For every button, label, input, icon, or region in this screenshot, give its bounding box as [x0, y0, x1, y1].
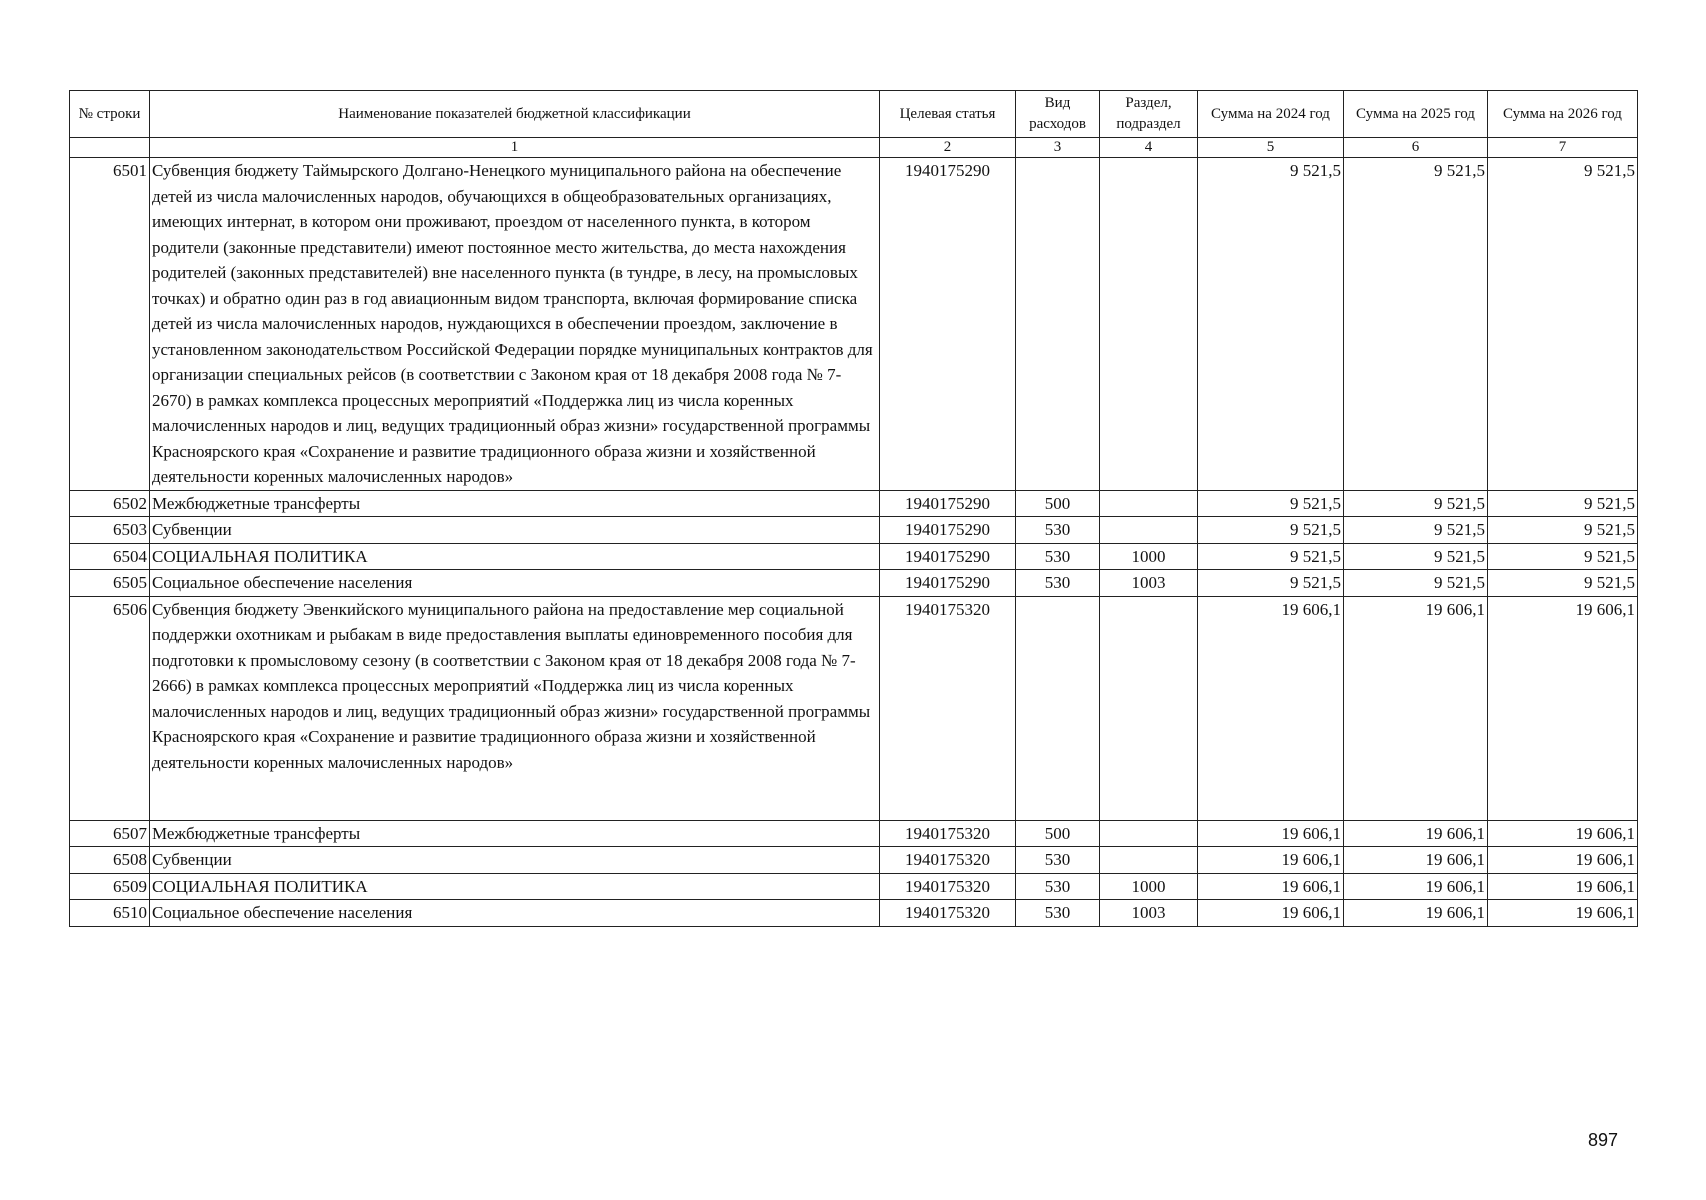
row-expense-type: 530 — [1016, 570, 1100, 597]
row-expense-type: 500 — [1016, 820, 1100, 847]
row-sum-2024: 19 606,1 — [1198, 873, 1344, 900]
row-name: Межбюджетные трансферты — [150, 490, 880, 517]
row-name: Субвенции — [150, 517, 880, 544]
row-sum-2024: 9 521,5 — [1198, 517, 1344, 544]
row-sum-2026: 9 521,5 — [1488, 570, 1638, 597]
row-section: 1000 — [1100, 543, 1198, 570]
row-number: 6510 — [70, 900, 150, 927]
row-expense-type: 530 — [1016, 517, 1100, 544]
row-number: 6506 — [70, 596, 150, 820]
row-sum-2025: 9 521,5 — [1344, 490, 1488, 517]
row-sum-2026: 19 606,1 — [1488, 900, 1638, 927]
row-sum-2026: 9 521,5 — [1488, 158, 1638, 491]
row-number: 6502 — [70, 490, 150, 517]
row-target: 1940175320 — [880, 900, 1016, 927]
column-number: 7 — [1488, 138, 1638, 158]
column-number: 2 — [880, 138, 1016, 158]
row-target: 1940175290 — [880, 158, 1016, 491]
table-row — [70, 847, 1638, 874]
row-expense-type: 530 — [1016, 847, 1100, 874]
header-row-no: № строки — [70, 91, 150, 138]
row-sum-2026: 19 606,1 — [1488, 847, 1638, 874]
header-sum-2026: Сумма на 2026 год — [1488, 91, 1638, 138]
row-sum-2026: 9 521,5 — [1488, 517, 1638, 544]
row-target: 1940175290 — [880, 570, 1016, 597]
column-number: 1 — [150, 138, 880, 158]
row-sum-2026: 19 606,1 — [1488, 820, 1638, 847]
row-sum-2024: 19 606,1 — [1198, 900, 1344, 927]
header-sum-2024: Сумма на 2024 год — [1198, 91, 1344, 138]
row-expense-type — [1016, 596, 1100, 820]
row-section — [1100, 158, 1198, 491]
row-number: 6501 — [70, 158, 150, 491]
column-number — [70, 138, 150, 158]
header-target: Целевая статья — [880, 91, 1016, 138]
row-name: Субвенция бюджету Эвенкийского муниципального района на предоставление мер социальной поддержки охотникам и рыбакам в виде предоставления выплаты единовременного пособия для подготовки к промысловому сезону (в соответствии с Законом края от 18 декабря 2008 года № 7-2666) в рамках комплекса процессных мероприятий «Поддержка лиц из числа коренных малочисленных народов и лиц, ведущих традиционный образ жизни» государственной программы Красноярского края «Сохранение и развитие традиционного образа жизни и хозяйственной деятельности коренных малочисленных народов» — [150, 596, 880, 820]
row-target: 1940175320 — [880, 596, 1016, 820]
row-sum-2024: 9 521,5 — [1198, 158, 1344, 491]
row-sum-2026: 9 521,5 — [1488, 490, 1638, 517]
table-row — [70, 873, 1638, 900]
row-sum-2024: 9 521,5 — [1198, 490, 1344, 517]
column-number: 5 — [1198, 138, 1344, 158]
row-sum-2025: 19 606,1 — [1344, 596, 1488, 820]
row-section: 1000 — [1100, 873, 1198, 900]
row-expense-type — [1016, 158, 1100, 491]
row-sum-2024: 19 606,1 — [1198, 820, 1344, 847]
column-number: 4 — [1100, 138, 1198, 158]
row-section: 1003 — [1100, 900, 1198, 927]
row-target: 1940175320 — [880, 820, 1016, 847]
row-target: 1940175290 — [880, 490, 1016, 517]
row-sum-2025: 19 606,1 — [1344, 847, 1488, 874]
row-number: 6507 — [70, 820, 150, 847]
row-name: Субвенция бюджету Таймырского Долгано-Ненецкого муниципального района на обеспечение детей из числа малочисленных народов, обучающихся в общеобразовательных организациях, имеющих интернат, в котором они проживают, проездом от населенного пункта, в котором родители (законные представители) имеют постоянное место жительства, до места нахождения родителей (законных представителей) вне населенного пункта (в тундре, в лесу, на промысловых точках) и обратно один раз в год авиационным видом транспорта, включая формирование списка детей из числа малочисленных народов, нуждающихся в обеспечении проездом, заключение в установленном законодательством Российской Федерации порядке муниципальных контрактов для организации специальных рейсов (в соответствии с Законом края от 18 декабря 2008 года № 7-2670) в рамках комплекса процессных мероприятий «Поддержка лиц из числа коренных малочисленных народов и лиц, ведущих традиционный образ жизни» государственной программы Красноярского края «Сохранение и развитие традиционного образа жизни и хозяйственной деятельности коренных малочисленных народов» — [150, 158, 880, 491]
row-section — [1100, 847, 1198, 874]
row-section — [1100, 490, 1198, 517]
row-section — [1100, 517, 1198, 544]
row-expense-type: 530 — [1016, 873, 1100, 900]
row-sum-2025: 9 521,5 — [1344, 543, 1488, 570]
row-number: 6508 — [70, 847, 150, 874]
row-sum-2026: 9 521,5 — [1488, 543, 1638, 570]
row-sum-2024: 9 521,5 — [1198, 543, 1344, 570]
row-target: 1940175320 — [880, 847, 1016, 874]
row-number: 6504 — [70, 543, 150, 570]
row-sum-2024: 19 606,1 — [1198, 847, 1344, 874]
header-name: Наименование показателей бюджетной классификации — [150, 91, 880, 138]
row-name: Социальное обеспечение населения — [150, 570, 880, 597]
table-row — [70, 543, 1638, 570]
column-number: 6 — [1344, 138, 1488, 158]
header-expense-type: Вид расходов — [1016, 91, 1100, 138]
budget-table — [69, 90, 1638, 927]
row-name: СОЦИАЛЬНАЯ ПОЛИТИКА — [150, 543, 880, 570]
row-number: 6503 — [70, 517, 150, 544]
row-sum-2026: 19 606,1 — [1488, 596, 1638, 820]
header-row — [70, 91, 1638, 138]
table-row — [70, 820, 1638, 847]
row-expense-type: 530 — [1016, 543, 1100, 570]
header-section: Раздел, подраздел — [1100, 91, 1198, 138]
row-section — [1100, 820, 1198, 847]
row-sum-2025: 9 521,5 — [1344, 158, 1488, 491]
row-sum-2026: 19 606,1 — [1488, 873, 1638, 900]
row-sum-2025: 19 606,1 — [1344, 900, 1488, 927]
row-target: 1940175290 — [880, 517, 1016, 544]
table-row — [70, 517, 1638, 544]
row-target: 1940175290 — [880, 543, 1016, 570]
row-expense-type: 530 — [1016, 900, 1100, 927]
table-row — [70, 596, 1638, 820]
row-sum-2025: 9 521,5 — [1344, 517, 1488, 544]
table-row — [70, 490, 1638, 517]
row-expense-type: 500 — [1016, 490, 1100, 517]
page-number: 897 — [1587, 1130, 1618, 1150]
row-name: Субвенции — [150, 847, 880, 874]
column-number-row — [70, 138, 1638, 158]
row-sum-2024: 19 606,1 — [1198, 596, 1344, 820]
row-name: Межбюджетные трансферты — [150, 820, 880, 847]
row-section: 1003 — [1100, 570, 1198, 597]
row-number: 6505 — [70, 570, 150, 597]
row-sum-2024: 9 521,5 — [1198, 570, 1344, 597]
row-target: 1940175320 — [880, 873, 1016, 900]
row-sum-2025: 19 606,1 — [1344, 820, 1488, 847]
table-row — [70, 158, 1638, 491]
row-section — [1100, 596, 1198, 820]
row-sum-2025: 9 521,5 — [1344, 570, 1488, 597]
row-name: СОЦИАЛЬНАЯ ПОЛИТИКА — [150, 873, 880, 900]
column-number: 3 — [1016, 138, 1100, 158]
row-number: 6509 — [70, 873, 150, 900]
row-name: Социальное обеспечение населения — [150, 900, 880, 927]
row-sum-2025: 19 606,1 — [1344, 873, 1488, 900]
table-row — [70, 900, 1638, 927]
table-row — [70, 570, 1638, 597]
header-sum-2025: Сумма на 2025 год — [1344, 91, 1488, 138]
